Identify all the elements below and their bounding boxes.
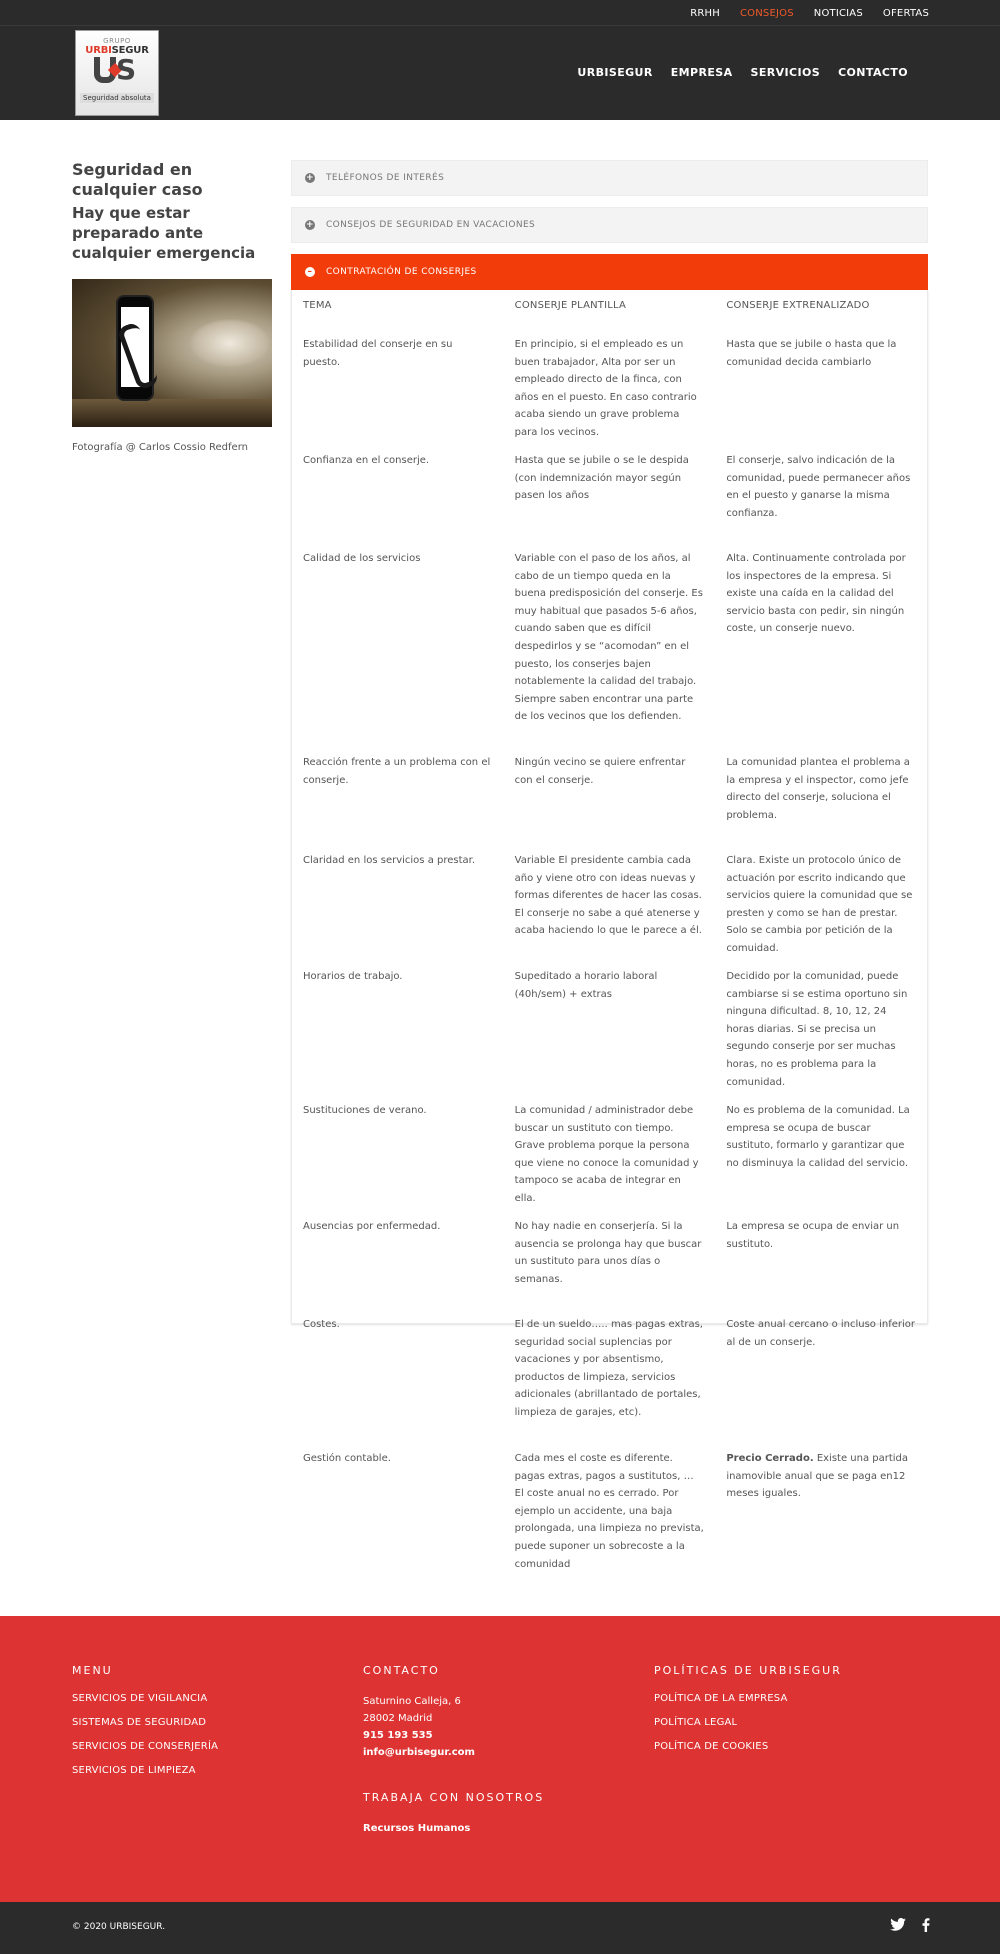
logo-us-mark: S bbox=[88, 57, 146, 85]
nav-servicios[interactable]: SERVICIOS bbox=[750, 66, 821, 79]
table-cell: Horarios de trabajo. bbox=[303, 971, 403, 982]
table-cell: La comunidad / administrador debe buscar un sustituto con tiempo. Grave problema porque la persona que viene no conoce la comunidad y tampoco se acaba de integrar en ella. bbox=[514, 1105, 699, 1204]
accordion-conserjes[interactable] bbox=[291, 254, 928, 290]
footer-contact bbox=[363, 1664, 544, 1837]
table-row bbox=[292, 968, 927, 1102]
table-cell: Gestión contable. bbox=[303, 1453, 391, 1464]
accordion-title: CONSEJOS DE SEGURIDAD EN VACACIONES bbox=[326, 220, 536, 230]
site-logo[interactable] bbox=[75, 30, 159, 116]
table-cell: La comunidad plantea el problema a la empresa y el inspector, como jefe directo del conserje, soluciona el problema. bbox=[726, 757, 910, 821]
table-cell: No es problema de la comunidad. La empresa se ocupa de buscar sustituto, formarlo y garantizar que no disminuya la calidad del servicio. bbox=[726, 1105, 910, 1169]
table-row bbox=[292, 1450, 927, 1573]
footer-address-city: 28002 Madrid bbox=[363, 1713, 433, 1724]
table-cell: Clara. Existe un protocolo único de actuación por escrito indicando que servicios quiere la comunidad que se presten y como se han de prestar. Solo se cambia por petición de la comuidad. bbox=[726, 855, 913, 954]
table-cell: Sustituciones de verano. bbox=[303, 1105, 427, 1116]
table-cell: Variable El presidente cambia cada año y viene otro con ideas nuevas y formas diferentes de hacer las cosas. El conserje no sabe a qué atenerse y acaba haciendo lo que le parece a él. bbox=[514, 855, 702, 937]
table-cell: La empresa se ocupa de enviar un sustituto. bbox=[726, 1221, 900, 1250]
handset-icon bbox=[116, 321, 159, 391]
site-footer bbox=[0, 1616, 1000, 1902]
table-row bbox=[292, 1218, 927, 1316]
table-cell: Decidido por la comunidad, puede cambiarse si se estima oportuno sin ninguna dificultad. 8, 10, 12, 24 horas diarias. Si se precisa un segundo conserje por ser muchas horas, no es problema para la comunidad. bbox=[726, 971, 908, 1088]
table-row bbox=[292, 336, 927, 452]
table-row bbox=[292, 1102, 927, 1218]
footer-link-seguridad[interactable]: SISTEMAS DE SEGURIDAD bbox=[72, 1717, 207, 1728]
accordion-panel bbox=[291, 290, 928, 1570]
table-cell: Ningún vecino se quiere enfrentar con el conserje. bbox=[514, 757, 686, 786]
accordion-title: TELÉFONOS DE INTERÉS bbox=[326, 173, 445, 183]
footer-jobs-title: TRABAJA CON NOSOTROS bbox=[363, 1791, 545, 1804]
advice-accordion bbox=[291, 160, 928, 1570]
top-link-noticias[interactable]: NOTICIAS bbox=[813, 7, 863, 19]
top-link-rrhh[interactable]: RRHH bbox=[690, 7, 720, 19]
top-link-consejos[interactable]: CONSEJOS bbox=[739, 7, 794, 19]
table-cell: En principio, si el empleado es un buen trabajador, Alta por ser un empleado directo de la finca, con años en el puesto. En caso contrario acaba siendo un grave problema para los vecinos. bbox=[514, 339, 697, 438]
main-nav bbox=[577, 66, 908, 79]
footer-menu bbox=[72, 1664, 218, 1789]
plus-circle-icon: + bbox=[306, 220, 314, 230]
fixed-price-label: Precio Cerrado. bbox=[726, 1453, 814, 1464]
table-cell: Confianza en el conserje. bbox=[303, 455, 430, 466]
footer-link-politica-legal[interactable]: POLÍTICA LEGAL bbox=[654, 1717, 738, 1728]
table-cell: Cada mes el coste es diferente. pagas extras, pagos a sustitutos, … El coste anual no es cerrado. Por ejemplo un accidente, una baja prolongada, una limpieza no prevista, puede suponer un sobrecoste a la comunidad bbox=[514, 1453, 704, 1570]
table-row bbox=[292, 550, 927, 754]
sidebar-subtitle: Hay que estar preparado ante cualquier emergencia bbox=[72, 204, 256, 262]
footer-policies bbox=[654, 1664, 842, 1765]
accordion-telefonos[interactable] bbox=[291, 160, 928, 196]
table-cell: Estabilidad del conserje en su puesto. bbox=[303, 339, 453, 368]
table-cell: El conserje, salvo indicación de la comunidad, puede permanecer años en el puesto y ganarse la misma confianza. bbox=[726, 455, 911, 519]
footer-contact-title: CONTACTO bbox=[363, 1664, 440, 1677]
bottom-bar bbox=[0, 1902, 1000, 1954]
footer-link-politica-cookies[interactable]: POLÍTICA DE COOKIES bbox=[654, 1741, 769, 1752]
table-cell bbox=[715, 1450, 927, 1573]
accordion-title: CONTRATACIÓN DE CONSERJES bbox=[326, 267, 477, 277]
nav-urbisegur[interactable]: URBISEGUR bbox=[577, 66, 653, 79]
table-cell: Costes. bbox=[303, 1319, 340, 1330]
footer-address-street: Saturnino Calleja, 6 bbox=[363, 1696, 461, 1707]
top-utility-bar bbox=[0, 0, 1000, 26]
footer-link-limpieza[interactable]: SERVICIOS DE LIMPIEZA bbox=[72, 1765, 196, 1776]
footer-policies-title: POLÍTICAS DE URBISEGUR bbox=[654, 1664, 842, 1677]
table-row bbox=[292, 754, 927, 852]
rotary-phone-image bbox=[190, 319, 270, 367]
table-cell: Supeditado a horario laboral (40h/sem) + extras bbox=[514, 971, 658, 1000]
facebook-icon[interactable] bbox=[922, 1918, 930, 1936]
top-link-ofertas[interactable]: OFERTAS bbox=[882, 7, 929, 19]
table-row bbox=[292, 452, 927, 550]
social-links bbox=[890, 1918, 930, 1936]
footer-link-politica-empresa[interactable]: POLÍTICA DE LA EMPRESA bbox=[654, 1693, 788, 1704]
telephone-photo bbox=[72, 279, 272, 427]
twitter-icon[interactable] bbox=[890, 1918, 906, 1936]
minus-circle-icon: – bbox=[305, 267, 315, 277]
nav-empresa[interactable]: EMPRESA bbox=[670, 66, 733, 79]
site-header bbox=[0, 26, 1000, 120]
plus-circle-icon: + bbox=[306, 173, 314, 183]
table-cell: Hasta que se jubile o se le despida (con indemnización mayor según pasen los años bbox=[514, 455, 689, 502]
sidebar-title: Seguridad en cualquier caso bbox=[72, 160, 203, 199]
col-header-plantilla: CONSERJE PLANTILLA bbox=[514, 300, 627, 311]
table-header-row bbox=[292, 290, 927, 336]
logo-tagline: Seguridad absoluta bbox=[80, 93, 154, 103]
photo-credit: Fotografía @ Carlos Cossio Redfern bbox=[72, 442, 248, 453]
table-cell: No hay nadie en conserjería. Si la ausencia se prolonga hay que buscar un sustituto para unos días o semanas. bbox=[514, 1221, 702, 1285]
comparison-table bbox=[292, 290, 927, 1573]
accordion-vacaciones[interactable] bbox=[291, 207, 928, 243]
table-row bbox=[292, 1316, 927, 1450]
table-cell: Alta. Continuamente controlada por los inspectores de la empresa. Si existe una caída en la calidad del servicio basta con pedir, sin ningún coste, un conserje nuevo. bbox=[726, 553, 906, 635]
table-cell: Claridad en los servicios a prestar. bbox=[303, 855, 476, 866]
logo-brand: URBISEGUR bbox=[85, 45, 149, 56]
smartphone-image bbox=[116, 295, 154, 401]
table-cell: Hasta que se jubile o hasta que la comunidad decida cambiarlo bbox=[726, 339, 897, 368]
top-links bbox=[670, 0, 929, 26]
footer-menu-title: MENU bbox=[72, 1664, 113, 1677]
copyright: © 2020 URBISEGUR. bbox=[72, 1922, 166, 1932]
footer-phone[interactable]: 915 193 535 bbox=[363, 1730, 433, 1741]
table-cell: Reacción frente a un problema con el conserje. bbox=[303, 757, 491, 786]
footer-link-vigilancia[interactable]: SERVICIOS DE VIGILANCIA bbox=[72, 1693, 208, 1704]
nav-contacto[interactable]: CONTACTO bbox=[838, 66, 908, 79]
table-cell: Variable con el paso de los años, al cabo de un tiempo queda en la buena predisposición del conserje. Es muy habitual que pasados 5-6 años, cuando saben que es difícil despedirlos y se “acomodan” en el puesto, los conserjes bajen notablemente la calidad del trabajo. Siempre saben encontrar una parte de los vecinos que los defienden. bbox=[514, 553, 703, 723]
table-cell: Ausencias por enfermedad. bbox=[303, 1221, 441, 1232]
col-header-tema: TEMA bbox=[303, 300, 332, 311]
table-cell-text: Existe una partida inamovible anual que se paga en12 meses iguales. bbox=[726, 1453, 909, 1500]
table-row bbox=[292, 852, 927, 968]
table-cell: Calidad de los servicios bbox=[303, 553, 421, 564]
footer-email[interactable]: info@urbisegur.com bbox=[363, 1747, 475, 1758]
table-cell: El de un sueldo….. mas pagas extras, seguridad social suplencias por vacaciones y por absentismo, productos de limpieza, servicios adicionales (abrillantado de portales, limpieza de garajes, etc). bbox=[514, 1319, 703, 1418]
sidebar bbox=[72, 160, 272, 453]
footer-link-conserjeria[interactable]: SERVICIOS DE CONSERJERÍA bbox=[72, 1741, 219, 1752]
footer-jobs-link[interactable]: Recursos Humanos bbox=[363, 1823, 471, 1834]
table-cell: Coste anual cercano o incluso inferior al de un conserje. bbox=[726, 1319, 916, 1348]
logo-grupo-text: GRUPO bbox=[103, 37, 131, 45]
col-header-externalizado: CONSERJE EXTRENALIZADO bbox=[726, 300, 870, 311]
